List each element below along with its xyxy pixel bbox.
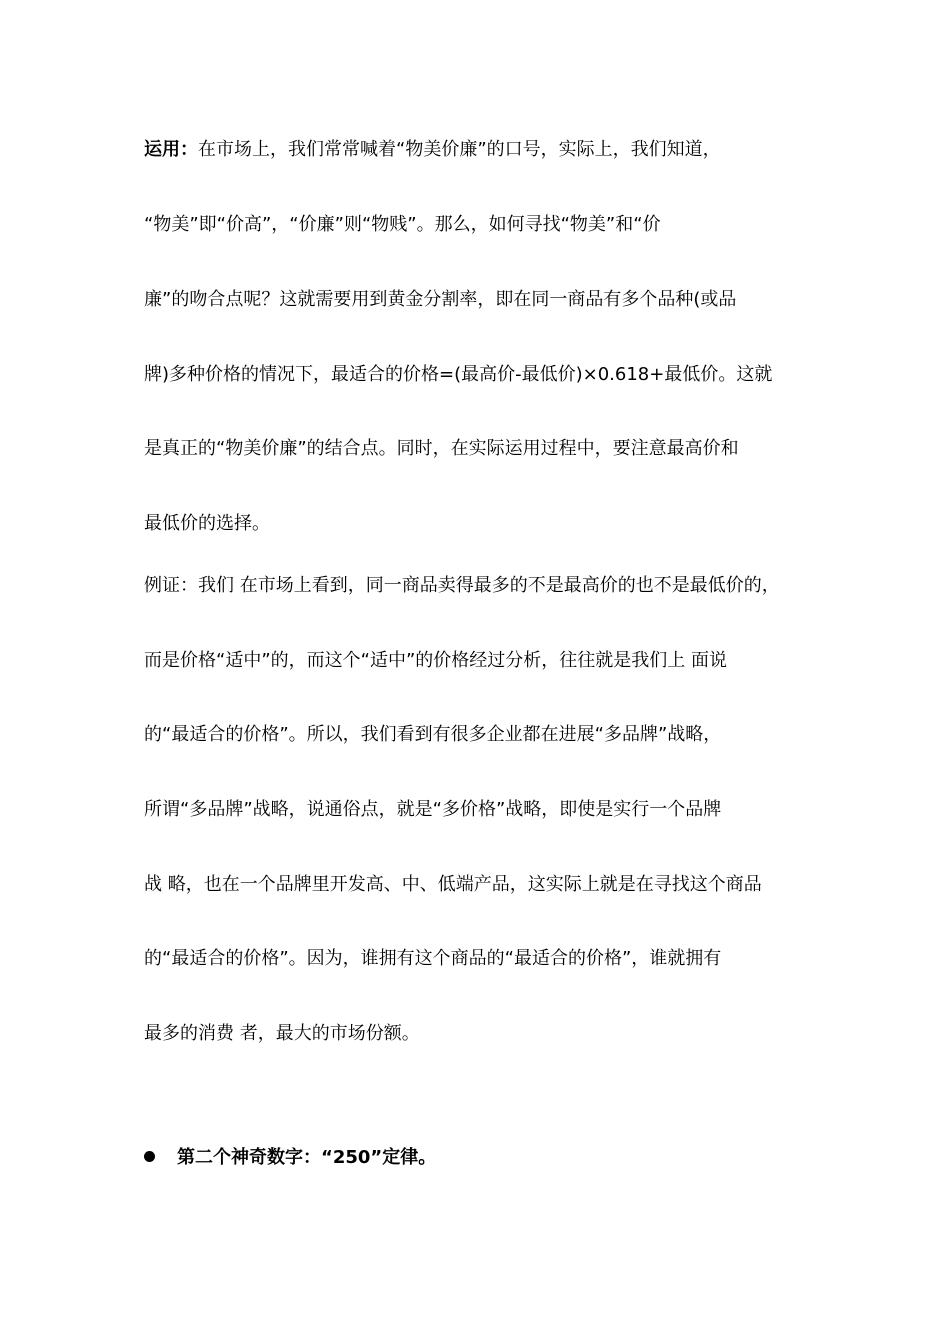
example-line-2: 而是价格“适中”的，而这个“适中”的价格经过分析，往往就是我们上 面说 [144,650,728,671]
example-line-4: 所谓“多品牌”战略，说通俗点，就是“多价格”战略，即使是实行一个品牌 [144,799,722,820]
section-heading [144,1146,824,1170]
bullet-dot-icon [144,1151,155,1162]
usage-line-6: 最低价的选择。 [144,513,270,534]
example-line-6: 的“最适合的价格”。因为，谁拥有这个商品的“最适合的价格”，谁就拥有 [144,948,722,969]
usage-line-2: “物美”即“价高”，“价廉”则“物贱”。那么，如何寻找“物美”和“价 [144,214,661,235]
example-line-3: 的“最适合的价格”。所以，我们看到有很多企业都在进展“多品牌”战略， [144,724,722,745]
usage-line-4: 牌)多种价格的情况下，最适合的价格=(最高价-最低价)×0.618+最低价。这就 [144,364,773,385]
example-line-1: 例证：我们 在市场上看到，同一商品卖得最多的不是最高价的也不是最低价的， [144,575,780,596]
example-line-5: 战 略，也在一个品牌里开发高、中、低端产品，这实际上就是在寻找这个商品 [144,874,762,895]
usage-line-5: 是真正的“物美价廉”的结合点。同时，在实际运用过程中，要注意最高价和 [144,438,739,459]
usage-line-3: 廉”的吻合点呢？这就需要用到黄金分割率，即在同一商品有多个品种(或品 [144,289,737,310]
usage-label: 运用： [144,139,198,160]
example-line-7: 最多的消费 者，最大的市场份额。 [144,1023,420,1044]
section-heading-text: 第二个神奇数字：“250”定律。 [177,1147,437,1168]
usage-line-1 [144,138,824,162]
usage-line-1-text: 在市场上，我们常常喊着“物美价廉”的口号，实际上，我们知道， [198,139,721,160]
